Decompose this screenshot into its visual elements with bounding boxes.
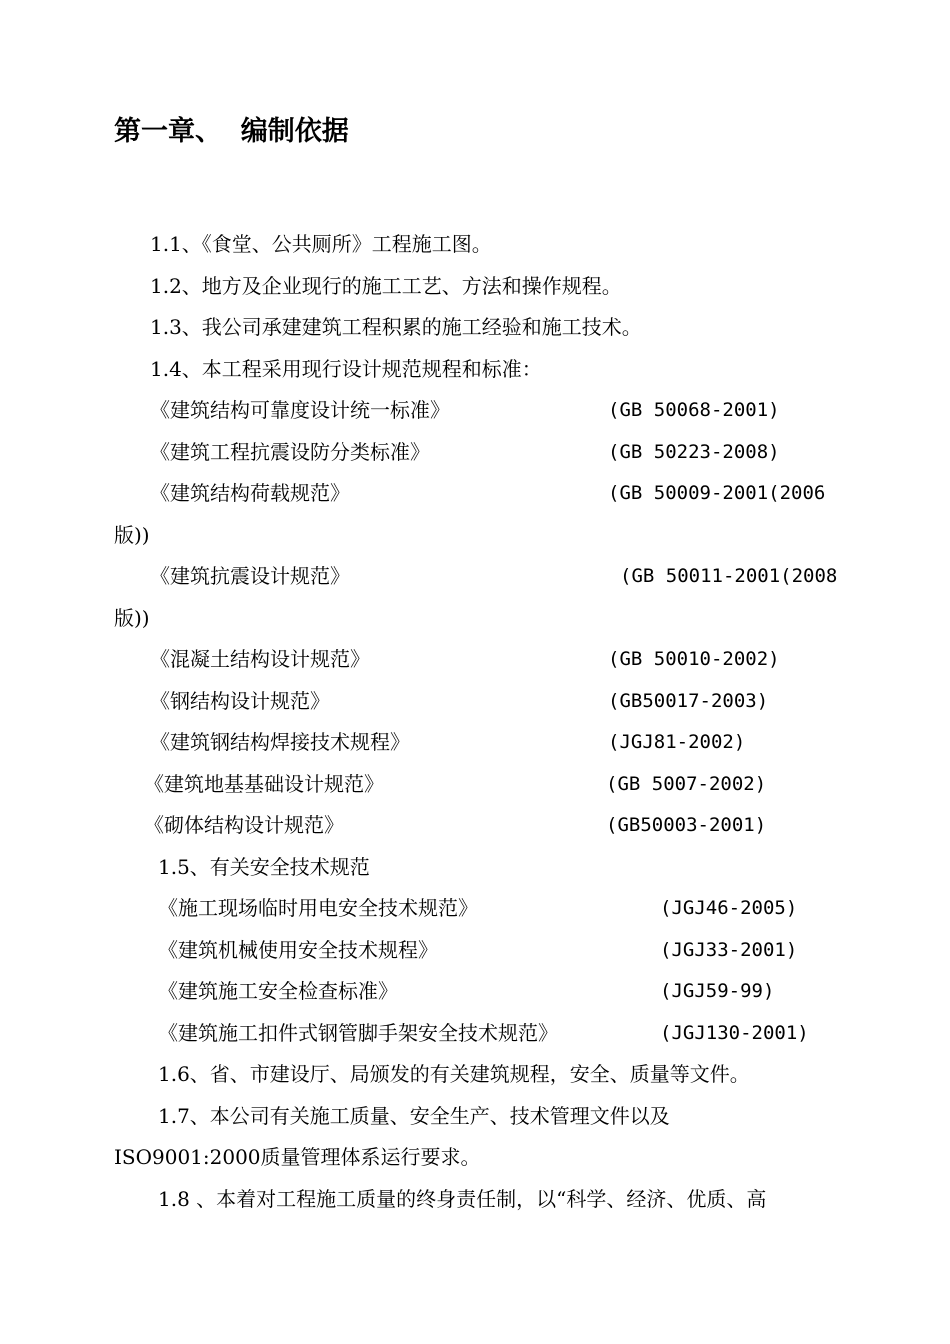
item-1-7: 1.7、本公司有关施工质量、安全生产、技术管理文件以及 xyxy=(158,1104,670,1128)
standard-name: 《钢结构设计规范》 xyxy=(150,689,330,713)
standard-name: 《建筑工程抗震设防分类标准》 xyxy=(150,440,430,464)
safety-standard-name: 《施工现场临时用电安全技术规范》 xyxy=(158,896,478,920)
standard-code: (GB 50068-2001) xyxy=(608,399,780,421)
item-1-3: 1.3、我公司承建建筑工程积累的施工经验和施工技术。 xyxy=(150,315,642,339)
standard-name: 《砌体结构设计规范》 xyxy=(144,813,344,837)
standard-code: (GB 50009-2001(2006 xyxy=(608,482,826,504)
standard-code: (GB 50011-2001(2008 xyxy=(620,565,838,587)
item-1-4: 1.4、本工程采用现行设计规范规程和标准： xyxy=(150,357,542,381)
safety-standard-code: (JGJ130-2001) xyxy=(660,1022,809,1044)
standard-code: (GB 50010-2002) xyxy=(608,648,780,670)
standard-name: 《建筑抗震设计规范》 xyxy=(150,564,350,588)
safety-standard-code: (JGJ59-99) xyxy=(660,980,775,1002)
safety-standard-name: 《建筑施工扣件式钢管脚手架安全技术规范》 xyxy=(158,1021,558,1045)
standard-code-wrap: 版)) xyxy=(114,523,150,547)
standard-code: (GB50017-2003) xyxy=(608,690,769,712)
standard-code-wrap: 版)) xyxy=(114,606,150,630)
item-1-1: 1.1、《食堂、公共厕所》工程施工图。 xyxy=(150,232,492,256)
standard-code: (GB50003-2001) xyxy=(606,814,767,836)
standard-name: 《建筑地基基础设计规范》 xyxy=(144,772,384,796)
item-1-7-cont: ISO9001:2000质量管理体系运行要求。 xyxy=(114,1145,481,1169)
standard-code: (GB 5007-2002) xyxy=(606,773,767,795)
standard-name: 《建筑结构可靠度设计统一标准》 xyxy=(150,398,450,422)
item-1-6: 1.6、省、市建设厅、局颁发的有关建筑规程，安全、质量等文件。 xyxy=(158,1062,750,1086)
item-1-5: 1.5、有关安全技术规范 xyxy=(158,855,370,879)
item-1-2: 1.2、地方及企业现行的施工工艺、方法和操作规程。 xyxy=(150,274,622,298)
safety-standard-name: 《建筑机械使用安全技术规程》 xyxy=(158,938,438,962)
safety-standard-code: (JGJ33-2001) xyxy=(660,939,798,961)
safety-standard-code: (JGJ46-2005) xyxy=(660,897,798,919)
standard-name: 《建筑钢结构焊接技术规程》 xyxy=(150,730,410,754)
chapter-heading: 第一章、 编制依据 xyxy=(114,116,349,147)
standard-code: (GB 50223-2008) xyxy=(608,441,780,463)
standard-name: 《建筑结构荷载规范》 xyxy=(150,481,350,505)
standard-code: (JGJ81-2002) xyxy=(608,731,746,753)
standard-name: 《混凝土结构设计规范》 xyxy=(150,647,370,671)
item-1-8: 1.8 、本着对工程施工质量的终身责任制，以“科学、经济、优质、高 xyxy=(158,1187,767,1211)
safety-standard-name: 《建筑施工安全检查标准》 xyxy=(158,979,398,1003)
